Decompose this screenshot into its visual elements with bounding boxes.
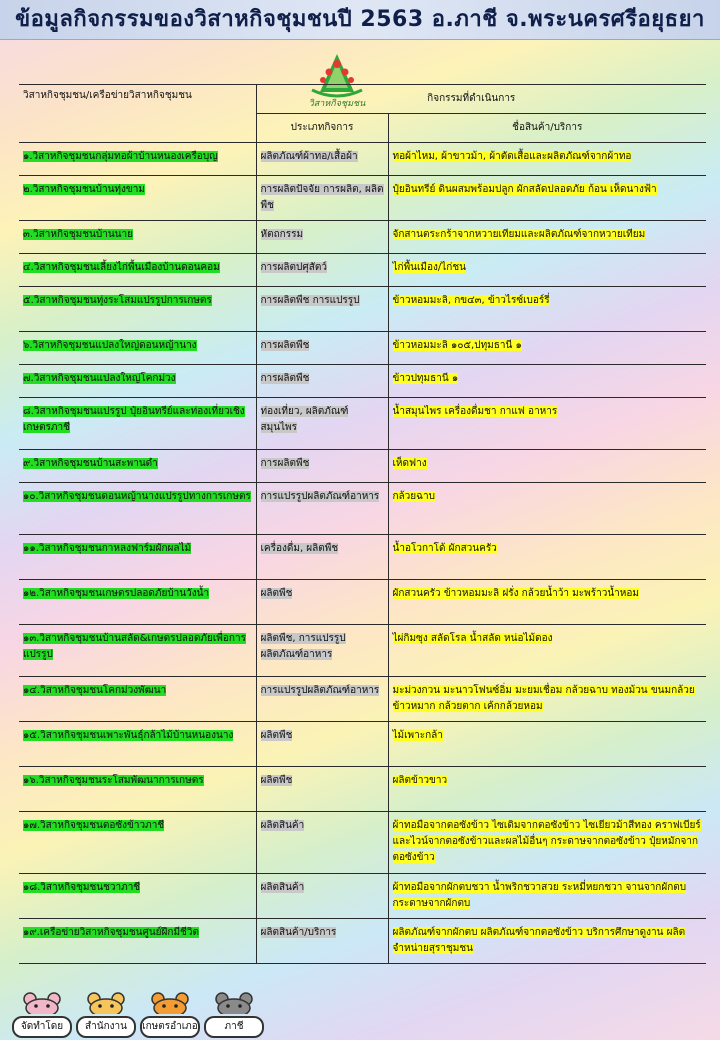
type-cell [256, 535, 388, 580]
table-row [19, 398, 706, 450]
enterprise-name: ๑๕.วิสาหกิจชุมชนเพาะพันธุ์กล้าไม้บ้านหนองนาง [23, 730, 234, 741]
business-type: ผลิตสินค้า [260, 820, 305, 831]
mascot-head [86, 992, 126, 1014]
product-name: ข้าวหอมมะลิ, กข๔๓, ข้าวไรซ์เบอร์รี่ [392, 295, 550, 306]
enterprise-cell [19, 722, 256, 767]
enterprise-cell [19, 143, 256, 176]
business-type: ผลิตสินค้า [260, 882, 305, 893]
enterprise-cell [19, 176, 256, 221]
enterprise-cell [19, 483, 256, 535]
business-type: ผลิตพืช [260, 730, 293, 741]
product-name: ผ้าทอมือจากตอซังข้าว ไซเดิมจากตอซังข้าว ไซเยียวม้าสีทอง คราฟเบียร์และไวน์จากตอซังข้าวและผลไม้อื่นๆ กระดาษจากตอซังข้าว ปุ๋ยหมักจากตอซังข้าว [392, 820, 701, 863]
product-name: จักสานตระกร้าจากหวายเทียมและผลิตภัณฑ์จากหวายเทียม [392, 229, 646, 240]
type-cell [256, 677, 388, 722]
business-type: การแปรรูปผลิตภัณฑ์อาหาร [260, 685, 380, 696]
product-name: ข้าวหอมมะลิ ๑๐๕,ปทุมธานี ๑ [392, 340, 522, 351]
enterprise-cell [19, 365, 256, 398]
product-name: กล้วยฉาบ [392, 491, 435, 502]
product-cell [388, 580, 706, 625]
mascot-label: จัดทำโดย [12, 1016, 72, 1038]
enterprise-cell [19, 398, 256, 450]
type-cell [256, 919, 388, 964]
product-name: น้ำสมุนไพร เครื่องดื่มชา กาแฟ อาหาร [392, 406, 558, 417]
type-cell [256, 398, 388, 450]
table-row [19, 365, 706, 398]
page-title: ข้อมูลกิจกรรมของวิสาหกิจชุมชนปี 2563 อ.ภาชี จ.พระนครศรีอยุธยา [15, 7, 705, 32]
product-name: ผ้าทอมือจากผักตบชวา น้ำพริกชวาสวย ระหมี่หยกชวา จานจากผักตบ กระดาษจากผักตบ [392, 882, 687, 909]
enterprise-name: ๔.วิสาหกิจชุมชนเลี้ยงไก่พื้นเมืองบ้านดอนคอม [23, 262, 220, 273]
type-cell [256, 812, 388, 874]
product-name: เห็ดฟาง [392, 458, 427, 469]
type-cell [256, 365, 388, 398]
table-row [19, 812, 706, 874]
product-name: มะม่วงกวน มะนาวโฟนซ์อิ่ม มะยมเชื่อม กล้วยฉาบ ทองม้วน ขนมกล้วย ข้าวหมาก กล้วยตาก เค้กกล้วยหอม [392, 685, 695, 712]
table-row [19, 450, 706, 483]
product-cell [388, 254, 706, 287]
type-cell [256, 483, 388, 535]
product-name: ปุ๋ยอินทรีย์ ดินผสมพร้อมปลูก ผักสลัดปลอดภัย ก้อน เห็ดนางฟ้า [392, 184, 657, 195]
mascot-head [214, 992, 254, 1014]
product-cell [388, 287, 706, 332]
product-name: ไก่พื้นเมือง/ไก่ชน [392, 262, 466, 273]
enterprise-name: ๕.วิสาหกิจชุมชนทุ่งระโสมแปรรูปการเกษตร [23, 295, 212, 306]
table-row [19, 677, 706, 722]
business-type: ผลิตพืช, การแปรรูปผลิตภัณฑ์อาหาร [260, 633, 346, 660]
cat-mascot-icon [204, 992, 264, 1038]
type-cell [256, 221, 388, 254]
product-name: ผลิตข้าวขาว [392, 775, 448, 786]
enterprise-cell [19, 332, 256, 365]
table-row [19, 287, 706, 332]
table-row [19, 580, 706, 625]
page-header [0, 0, 720, 40]
enterprise-name: ๓.วิสาหกิจชุมชนบ้านนาย [23, 229, 133, 240]
type-cell [256, 332, 388, 365]
product-name: ไผ่กิมซุง สลัดโรล น้ำสลัด หน่อไม้ดอง [392, 633, 553, 644]
enterprise-name: ๑๐.วิสาหกิจชุมชนดอนหญ้านางแปรรูปทางการเกษตร [23, 491, 251, 502]
product-cell [388, 677, 706, 722]
product-cell [388, 332, 706, 365]
table-row [19, 483, 706, 535]
type-cell [256, 176, 388, 221]
product-name: ข้าวปทุมธานี ๑ [392, 373, 459, 384]
logo-text: วิสาหกิจชุมชน [308, 99, 366, 109]
type-cell [256, 722, 388, 767]
enterprise-cell [19, 874, 256, 919]
enterprise-cell [19, 535, 256, 580]
header-enterprise: วิสาหกิจชุมชน/เครือข่ายวิสาหกิจชุมชน [19, 85, 256, 143]
table-row [19, 722, 706, 767]
table-row [19, 221, 706, 254]
product-cell [388, 874, 706, 919]
product-name: ไม้เพาะกล้า [392, 730, 443, 741]
type-cell [256, 580, 388, 625]
product-cell [388, 625, 706, 677]
enterprise-name: ๗.วิสาหกิจชุมชนแปลงใหญ่โคกม่วง [23, 373, 176, 384]
enterprise-cell [19, 450, 256, 483]
enterprise-name: ๑๙.เครือข่ายวิสาหกิจชุมชนศูนย์ฝึกมีชีวิต [23, 927, 199, 938]
table-row [19, 535, 706, 580]
business-type: การผลิตพืช [260, 458, 310, 469]
mascot-head [22, 992, 62, 1014]
product-name: ผลิตภัณฑ์จากผักตบ ผลิตภัณฑ์จากตอซังข้าว บริการศึกษาดูงาน ผลิตจำหน่ายสุราชุมชน [392, 927, 686, 954]
enterprise-cell [19, 287, 256, 332]
activities-table [19, 84, 706, 964]
business-type: ผลิตพืช [260, 588, 293, 599]
product-cell [388, 767, 706, 812]
table-row [19, 767, 706, 812]
enterprise-cell [19, 812, 256, 874]
enterprise-cell [19, 254, 256, 287]
business-type: ผลิตสินค้า/บริการ [260, 927, 337, 938]
product-cell [388, 535, 706, 580]
type-cell [256, 874, 388, 919]
type-cell [256, 254, 388, 287]
enterprise-name: ๑๔.วิสาหกิจชุมชนโคกม่วงพัฒนา [23, 685, 167, 696]
enterprise-name: ๑๑.วิสาหกิจชุมชนกาหลงฟาร์มผักผลไม้ [23, 543, 192, 554]
business-type: ท่องเที่ยว, ผลิตภัณฑ์สมุนไพร [260, 406, 349, 433]
business-type: การผลิตพืช [260, 373, 310, 384]
business-type: การผลิตพืช การแปรรูป [260, 295, 360, 306]
table-row [19, 332, 706, 365]
enterprise-name: ๑๒.วิสาหกิจชุมชนเกษตรปลอดภัยบ้านวังน้ำ [23, 588, 210, 599]
table-row [19, 143, 706, 176]
header-type: ประเภทกิจการ [256, 114, 388, 143]
type-cell [256, 143, 388, 176]
business-type: หัตถกรรม [260, 229, 304, 240]
table-row [19, 874, 706, 919]
mascot-label: สำนักงาน [76, 1016, 136, 1038]
enterprise-name: ๑.วิสาหกิจชุมชนกลุ่มทอผ้าบ้านหนองเครือบุญ [23, 151, 218, 162]
product-cell [388, 365, 706, 398]
cow-mascot-icon [12, 992, 72, 1038]
product-name: ทอผ้าไหม, ผ้าขาวม้า, ผ้าตัดเสื้อและผลิตภัณฑ์จากผ้าทอ [392, 151, 632, 162]
enterprise-name: ๑๗.วิสาหกิจชุมชนตอซังข้าวภาชี [23, 820, 165, 831]
product-cell [388, 450, 706, 483]
enterprise-name: ๑๖.วิสาหกิจชุมชนระโสมพัฒนาการเกษตร [23, 775, 204, 786]
product-cell [388, 221, 706, 254]
product-cell [388, 812, 706, 874]
table-row [19, 254, 706, 287]
enterprise-cell [19, 767, 256, 812]
enterprise-name: ๘.วิสาหกิจชุมชนแปรรูป ปุ๋ยอินทรีย์และท่องเที่ยวเชิงเกษตรภาชี [23, 406, 245, 433]
mascot-head [150, 992, 190, 1014]
enterprise-cell [19, 677, 256, 722]
product-name: ผักสวนครัว ข้าวหอมมะลิ ฝรั่ง กล้วยน้ำว้า มะพร้าวน้ำหอม [392, 588, 639, 599]
enterprise-cell [19, 625, 256, 677]
tiger-mascot-icon [76, 992, 136, 1038]
business-type: การผลิตปัจจัย การผลิต, ผลิตพืช [260, 184, 384, 211]
enterprise-name: ๙.วิสาหกิจชุมชนบ้านสะพานดำ [23, 458, 158, 469]
business-type: การแปรรูปผลิตภัณฑ์อาหาร [260, 491, 380, 502]
mascot-label: ภาชี [204, 1016, 264, 1038]
product-cell [388, 143, 706, 176]
product-name: น้ำอโวกาโด้ ผักสวนครัว [392, 543, 497, 554]
table-row [19, 625, 706, 677]
mascot-label: เกษตรอำเภอ [140, 1016, 200, 1038]
enterprise-cell [19, 919, 256, 964]
enterprise-name: ๒.วิสาหกิจชุมชนบ้านทุ่งขาม [23, 184, 145, 195]
enterprise-cell [19, 580, 256, 625]
table-row [19, 919, 706, 964]
header-activities: กิจกรรมที่ดำเนินการ [256, 85, 706, 114]
enterprise-name: ๖.วิสาหกิจชุมชนแปลงใหญ่ดอนหญ้านาง [23, 340, 197, 351]
footer-mascots [12, 992, 272, 1038]
header-product: ชื่อสินค้า/บริการ [388, 114, 706, 143]
type-cell [256, 767, 388, 812]
business-type: ผลิตภัณฑ์ผ้าทอ/เสื้อผ้า [260, 151, 358, 162]
product-cell [388, 722, 706, 767]
enterprise-name: ๑๘.วิสาหกิจชุมชนชวาภาชี [23, 882, 141, 893]
business-type: การผลิตพืช [260, 340, 310, 351]
lion-mascot-icon [140, 992, 200, 1038]
type-cell [256, 625, 388, 677]
product-cell [388, 919, 706, 964]
business-type: การผลิตปศุสัตว์ [260, 262, 327, 273]
type-cell [256, 287, 388, 332]
enterprise-name: ๑๓.วิสาหกิจชุมชนบ้านสลัด&เกษตรปลอดภัยเพื่อการแปรรูป [23, 633, 246, 660]
enterprise-cell [19, 221, 256, 254]
product-cell [388, 398, 706, 450]
product-cell [388, 176, 706, 221]
product-cell [388, 483, 706, 535]
table-row [19, 176, 706, 221]
business-type: เครื่องดื่ม, ผลิตพืช [260, 543, 339, 554]
type-cell [256, 450, 388, 483]
business-type: ผลิตพืช [260, 775, 293, 786]
